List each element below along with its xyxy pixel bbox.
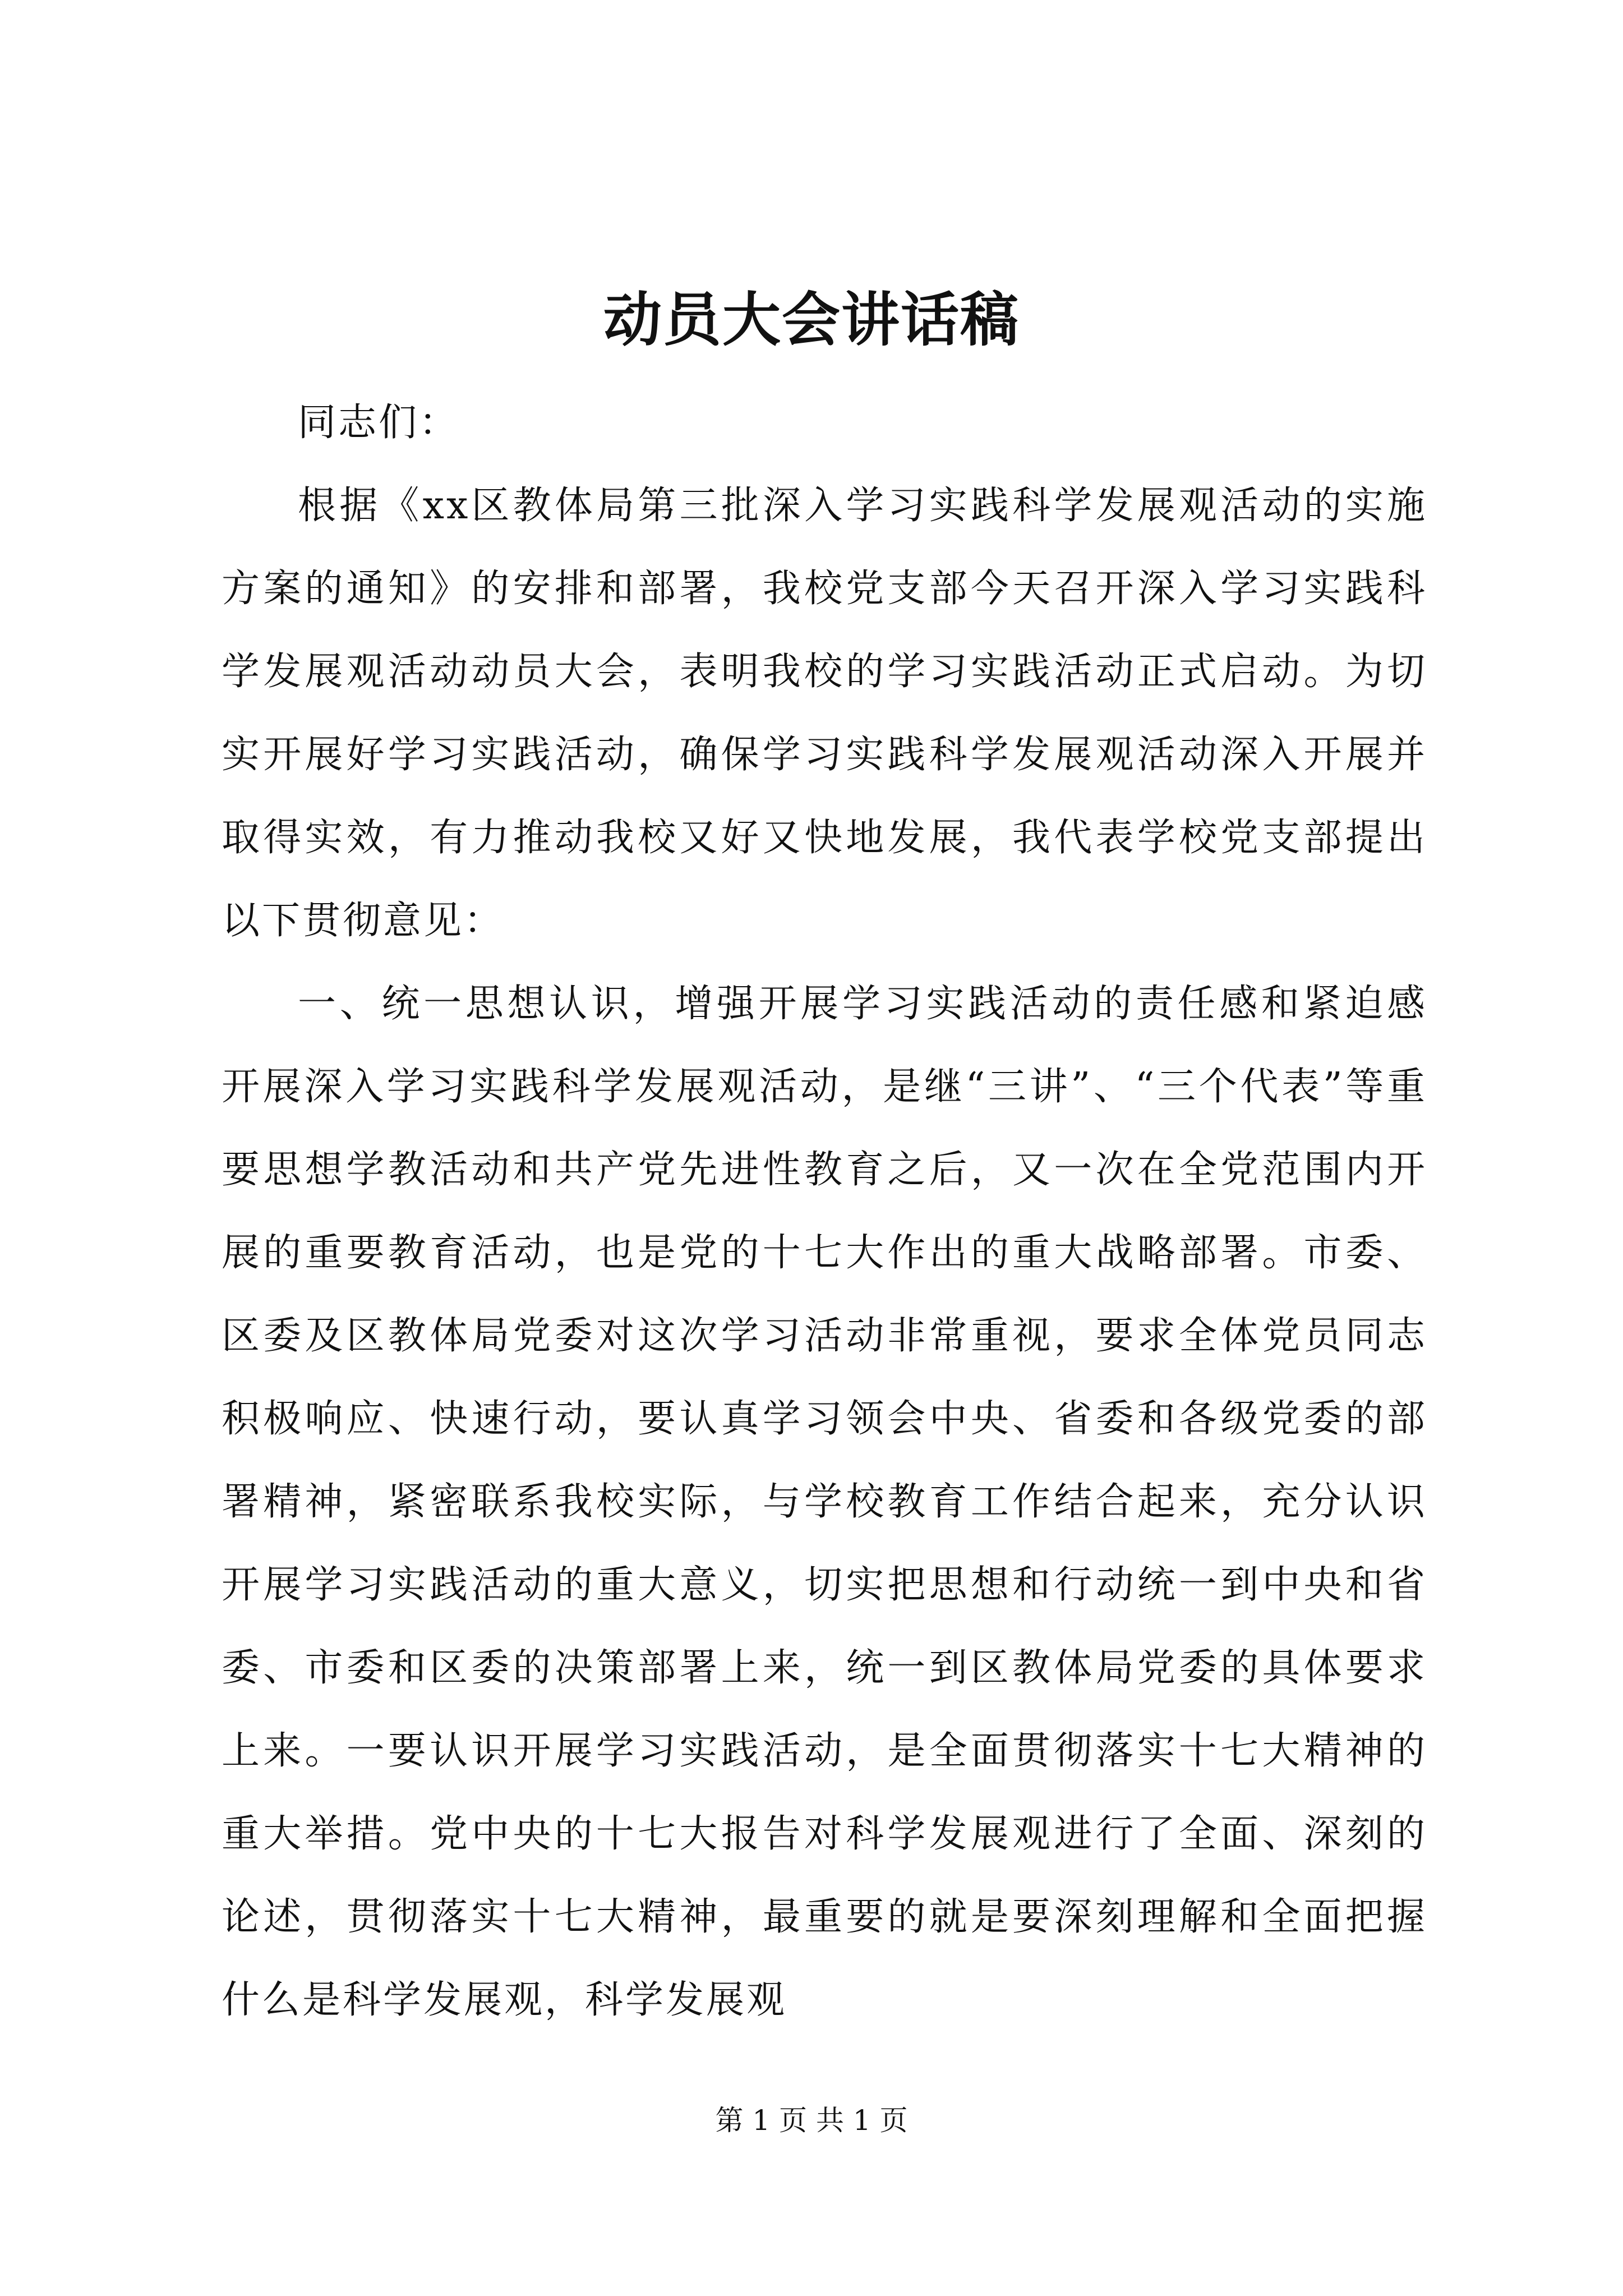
page-footer: 第 1 页 共 1 页 — [715, 2104, 908, 2137]
salutation: 同志们： — [298, 401, 460, 445]
document-title: 动员大会讲话稿 — [603, 286, 1020, 354]
paragraph-2: 一、统一思想认识，增强开展学习实践活动的责任感和紧迫感开展深入学习实践科学发展观活动，是继“三讲”、“三个代表”等重要思想学教活动和共产党先进性教育之后，又一次在全党范围内开展的重要教育活动，也是党的十七大作出的重大战略部署。市委、区委及区教体局党委对这次学习活动非常重视，要求全体党员同志积极响应、快速行动，要认真学习领会中央、省委和各级党委的部署精神，紧密联系我校实际，与学校教育工作结合起来，充分认识开展学习实践活动的重大意义，切实把思想和行动统一到中央和省委、市委和区委的决策部署上来，统一到区教体局党委的具体要求上来。一要认识开展学习实践活动，是全面贯彻落实十七大精神的重大举措。党中央的十七大报告对科学发展观进行了全面、深刻的论述，贯彻落实十七大精神，最重要的就是要深刻理解和全面把握什么是科学发展观，科学发展观 — [222, 982, 1427, 2022]
paragraph-1: 根据《xx区教体局第三批深入学习实践科学发展观活动的实施方案的通知》的安排和部署，我校党支部今天召开深入学习实践科学发展观活动动员大会，表明我校的学习实践活动正式启动。为切实开展好学习实践活动，确保学习实践科学发展观活动深入开展并取得实效，有力推动我校又好又快地发展，我代表学校党支部提出以下贯彻意见： — [222, 484, 1427, 943]
document-body — [222, 381, 1427, 2042]
